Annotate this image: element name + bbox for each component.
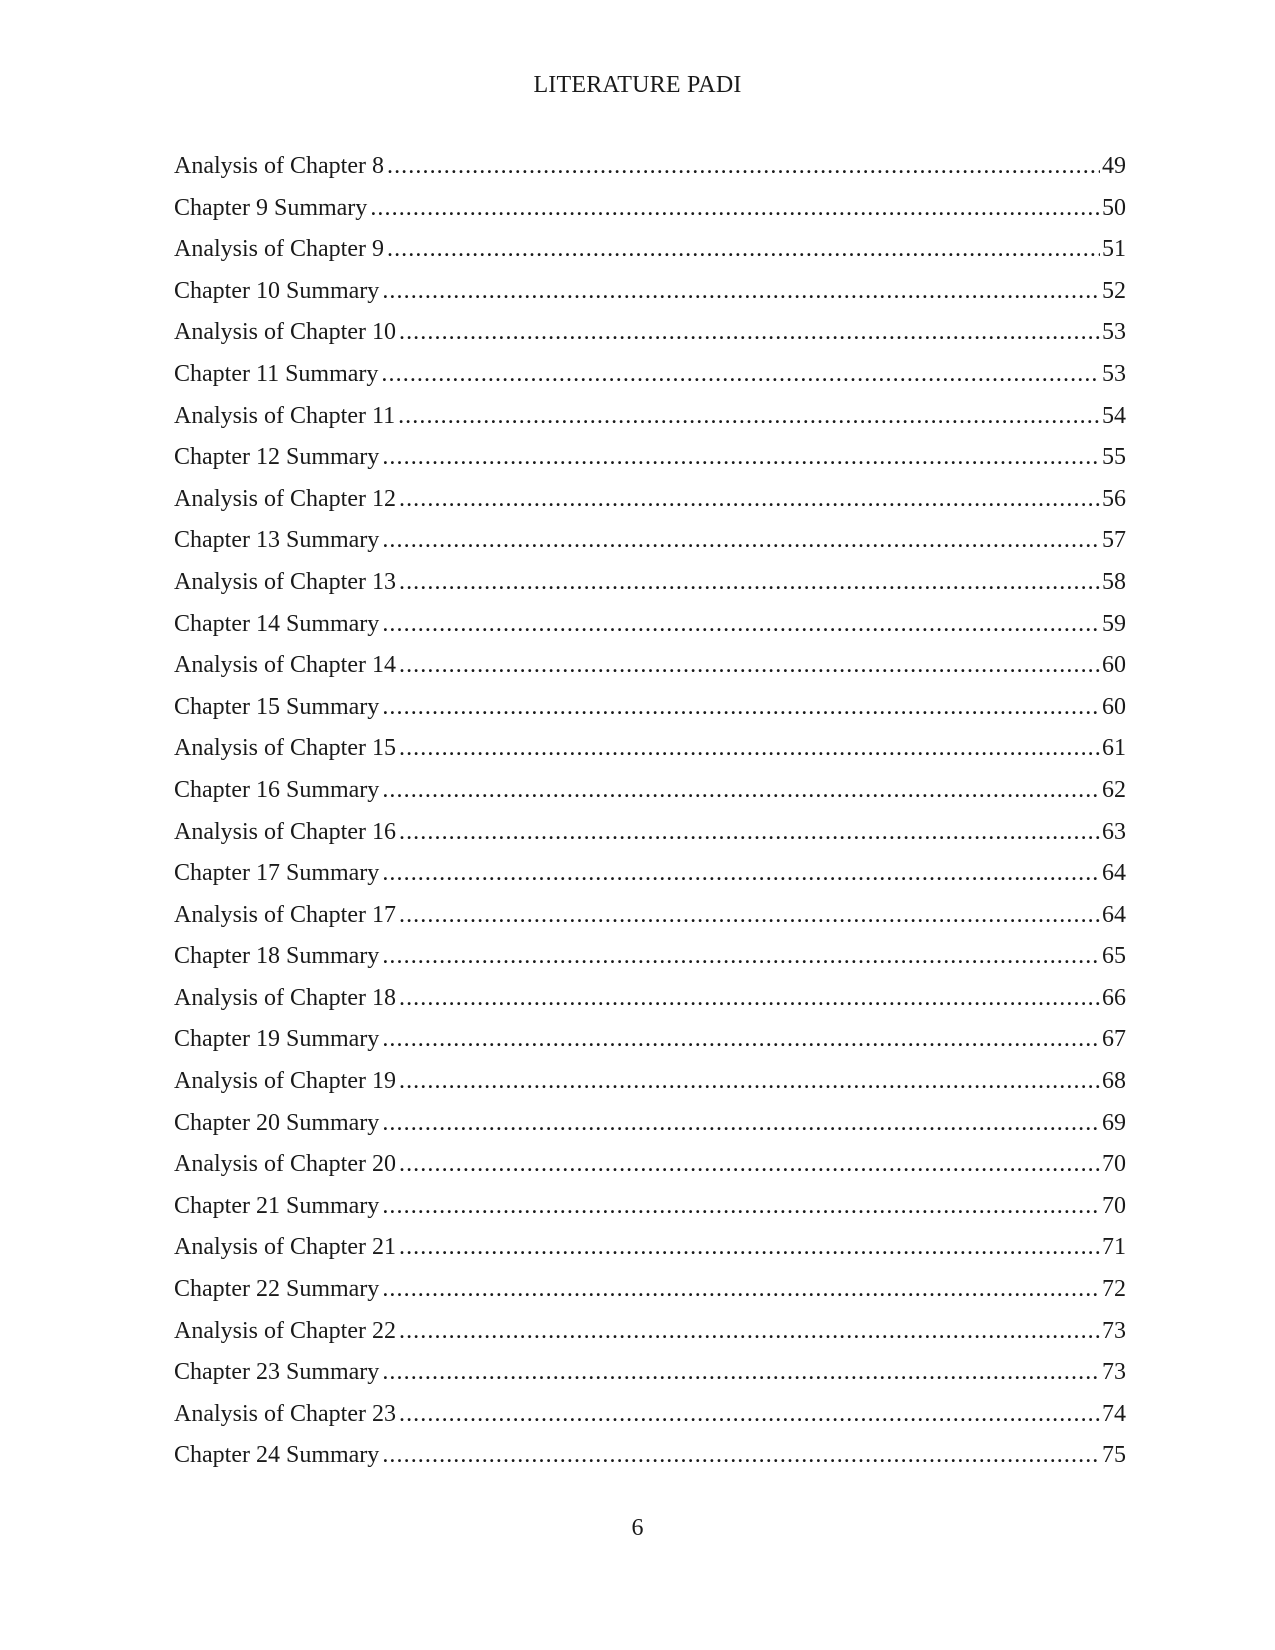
toc-entry-page: 53 [1102, 360, 1126, 387]
toc-entry-title: Chapter 22 Summary [174, 1276, 380, 1303]
toc-entry[interactable] [174, 396, 1126, 438]
toc-entry[interactable] [174, 479, 1126, 521]
toc-entry[interactable] [174, 562, 1126, 604]
toc-dot-leader [382, 1019, 1100, 1061]
toc-entry-title: Chapter 19 Summary [174, 1026, 380, 1053]
toc-entry-title: Analysis of Chapter 11 [174, 402, 396, 429]
toc-entry[interactable] [174, 936, 1126, 978]
toc-entry-title: Chapter 10 Summary [174, 277, 380, 304]
toc-entry-title: Analysis of Chapter 17 [174, 901, 396, 928]
toc-entry-page: 70 [1102, 1151, 1126, 1178]
toc-entry-page: 51 [1102, 236, 1126, 263]
toc-entry-page: 64 [1102, 860, 1126, 887]
toc-dot-leader [399, 645, 1100, 687]
toc-entry-page: 61 [1102, 735, 1126, 762]
toc-entry-page: 66 [1102, 984, 1126, 1011]
toc-entry[interactable] [174, 728, 1126, 770]
toc-dot-leader [399, 1311, 1100, 1353]
toc-entry[interactable] [174, 188, 1126, 230]
toc-entry-page: 59 [1102, 610, 1126, 637]
toc-entry-title: Analysis of Chapter 20 [174, 1151, 396, 1178]
toc-dot-leader [381, 354, 1100, 396]
running-header: LITERATURE PADI [533, 72, 742, 98]
toc-entry[interactable] [174, 229, 1126, 271]
toc-entry-title: Analysis of Chapter 8 [174, 153, 384, 179]
toc-dot-leader [382, 1269, 1100, 1311]
toc-dot-leader [382, 687, 1100, 729]
toc-dot-leader [382, 271, 1100, 313]
toc-entry[interactable] [174, 437, 1126, 479]
toc-entry[interactable] [174, 1061, 1126, 1103]
toc-entry-page: 68 [1102, 1068, 1126, 1095]
toc-entry-page: 52 [1102, 277, 1126, 304]
toc-dot-leader [399, 895, 1100, 937]
toc-dot-leader [382, 770, 1100, 812]
toc-entry[interactable] [174, 978, 1126, 1020]
toc-entry[interactable] [174, 1435, 1126, 1477]
toc-entry-page: 57 [1102, 527, 1126, 554]
toc-entry[interactable] [174, 1394, 1126, 1436]
toc-entry-title: Analysis of Chapter 14 [174, 652, 396, 679]
toc-entry-page: 62 [1102, 776, 1126, 803]
toc-entry-title: Analysis of Chapter 18 [174, 984, 396, 1011]
toc-entry-page: 50 [1102, 194, 1126, 221]
toc-dot-leader [382, 1435, 1100, 1477]
toc-entry-page: 54 [1102, 402, 1126, 429]
toc-entry-title: Chapter 17 Summary [174, 860, 380, 887]
toc-dot-leader [399, 728, 1100, 770]
toc-entry[interactable] [174, 271, 1126, 313]
toc-entry[interactable] [174, 604, 1126, 646]
toc-dot-leader [382, 936, 1100, 978]
toc-dot-leader [382, 437, 1100, 479]
toc-dot-leader [399, 1394, 1100, 1436]
toc-entry-title: Chapter 18 Summary [174, 943, 380, 970]
toc-entry[interactable] [174, 354, 1126, 396]
toc-dot-leader [382, 853, 1100, 895]
toc-entry-title: Analysis of Chapter 10 [174, 319, 396, 346]
toc-entry-page: 53 [1102, 319, 1126, 346]
toc-entry[interactable] [174, 645, 1126, 687]
toc-entry-title: Analysis of Chapter 22 [174, 1317, 396, 1344]
toc-entry-page: 65 [1102, 943, 1126, 970]
toc-dot-leader [399, 978, 1100, 1020]
toc-entry-title: Analysis of Chapter 21 [174, 1234, 396, 1261]
toc-dot-leader [399, 1061, 1100, 1103]
toc-dot-leader [382, 1103, 1100, 1145]
toc-entry[interactable] [174, 687, 1126, 729]
toc-entry-title: Analysis of Chapter 12 [174, 485, 396, 512]
toc-entry[interactable] [174, 812, 1126, 854]
toc-entry[interactable] [174, 1103, 1126, 1145]
toc-entry-page: 69 [1102, 1109, 1126, 1136]
toc-entry-page: 55 [1102, 444, 1126, 471]
toc-entry-title: Analysis of Chapter 16 [174, 818, 396, 845]
toc-entry-page: 74 [1102, 1400, 1126, 1427]
toc-entry-page: 67 [1102, 1026, 1126, 1053]
toc-entry-page: 73 [1102, 1359, 1126, 1386]
toc-entry-page: 71 [1102, 1234, 1126, 1261]
table-of-contents [174, 146, 1126, 1477]
toc-dot-leader [387, 146, 1100, 188]
toc-entry[interactable] [174, 770, 1126, 812]
toc-entry[interactable] [174, 1269, 1126, 1311]
toc-entry-page: 64 [1102, 901, 1126, 928]
toc-entry-page: 63 [1102, 818, 1126, 845]
toc-dot-leader [399, 479, 1100, 521]
toc-entry-page: 60 [1102, 652, 1126, 679]
toc-dot-leader [398, 396, 1100, 438]
toc-entry[interactable] [174, 520, 1126, 562]
toc-entry-page: 70 [1102, 1192, 1126, 1219]
toc-entry-page: 58 [1102, 568, 1126, 595]
toc-entry[interactable] [174, 1352, 1126, 1394]
toc-entry-page: 73 [1102, 1317, 1126, 1344]
toc-entry-title: Chapter 11 Summary [174, 360, 379, 387]
toc-entry-page: 72 [1102, 1276, 1126, 1303]
toc-entry[interactable] [174, 146, 1126, 188]
toc-entry-title: Chapter 15 Summary [174, 693, 380, 720]
toc-entry-title: Chapter 13 Summary [174, 527, 380, 554]
toc-dot-leader [382, 520, 1100, 562]
toc-dot-leader [382, 1186, 1100, 1228]
toc-entry[interactable] [174, 1144, 1126, 1186]
toc-dot-leader [399, 1144, 1100, 1186]
toc-entry[interactable] [174, 853, 1126, 895]
toc-dot-leader [370, 188, 1100, 230]
toc-entry-title: Chapter 12 Summary [174, 444, 380, 471]
toc-entry-title: Analysis of Chapter 19 [174, 1068, 396, 1095]
toc-entry-title: Chapter 24 Summary [174, 1442, 380, 1469]
toc-entry-page: 60 [1102, 693, 1126, 720]
toc-dot-leader [382, 604, 1100, 646]
toc-entry[interactable] [174, 895, 1126, 937]
toc-entry-title: Chapter 20 Summary [174, 1109, 380, 1136]
toc-entry-title: Chapter 14 Summary [174, 610, 380, 637]
toc-dot-leader [382, 1352, 1100, 1394]
toc-entry-title: Chapter 23 Summary [174, 1359, 380, 1386]
toc-entry-title: Chapter 9 Summary [174, 194, 368, 221]
toc-entry-title: Analysis of Chapter 15 [174, 735, 396, 762]
toc-dot-leader [387, 229, 1100, 271]
toc-entry-title: Analysis of Chapter 13 [174, 568, 396, 595]
toc-dot-leader [399, 312, 1100, 354]
toc-entry-title: Analysis of Chapter 9 [174, 236, 384, 263]
toc-entry[interactable] [174, 1227, 1126, 1269]
toc-entry[interactable] [174, 312, 1126, 354]
toc-dot-leader [399, 562, 1100, 604]
toc-entry[interactable] [174, 1019, 1126, 1061]
toc-entry-title: Chapter 16 Summary [174, 776, 380, 803]
toc-entry-page: 49 [1102, 153, 1126, 179]
toc-entry-page: 75 [1102, 1442, 1126, 1469]
toc-entry-page: 56 [1102, 485, 1126, 512]
toc-entry[interactable] [174, 1311, 1126, 1353]
toc-entry-title: Chapter 21 Summary [174, 1192, 380, 1219]
page-number: 6 [631, 1515, 644, 1541]
toc-dot-leader [399, 1227, 1100, 1269]
toc-dot-leader [399, 812, 1100, 854]
toc-entry-title: Analysis of Chapter 23 [174, 1400, 396, 1427]
toc-entry[interactable] [174, 1186, 1126, 1228]
